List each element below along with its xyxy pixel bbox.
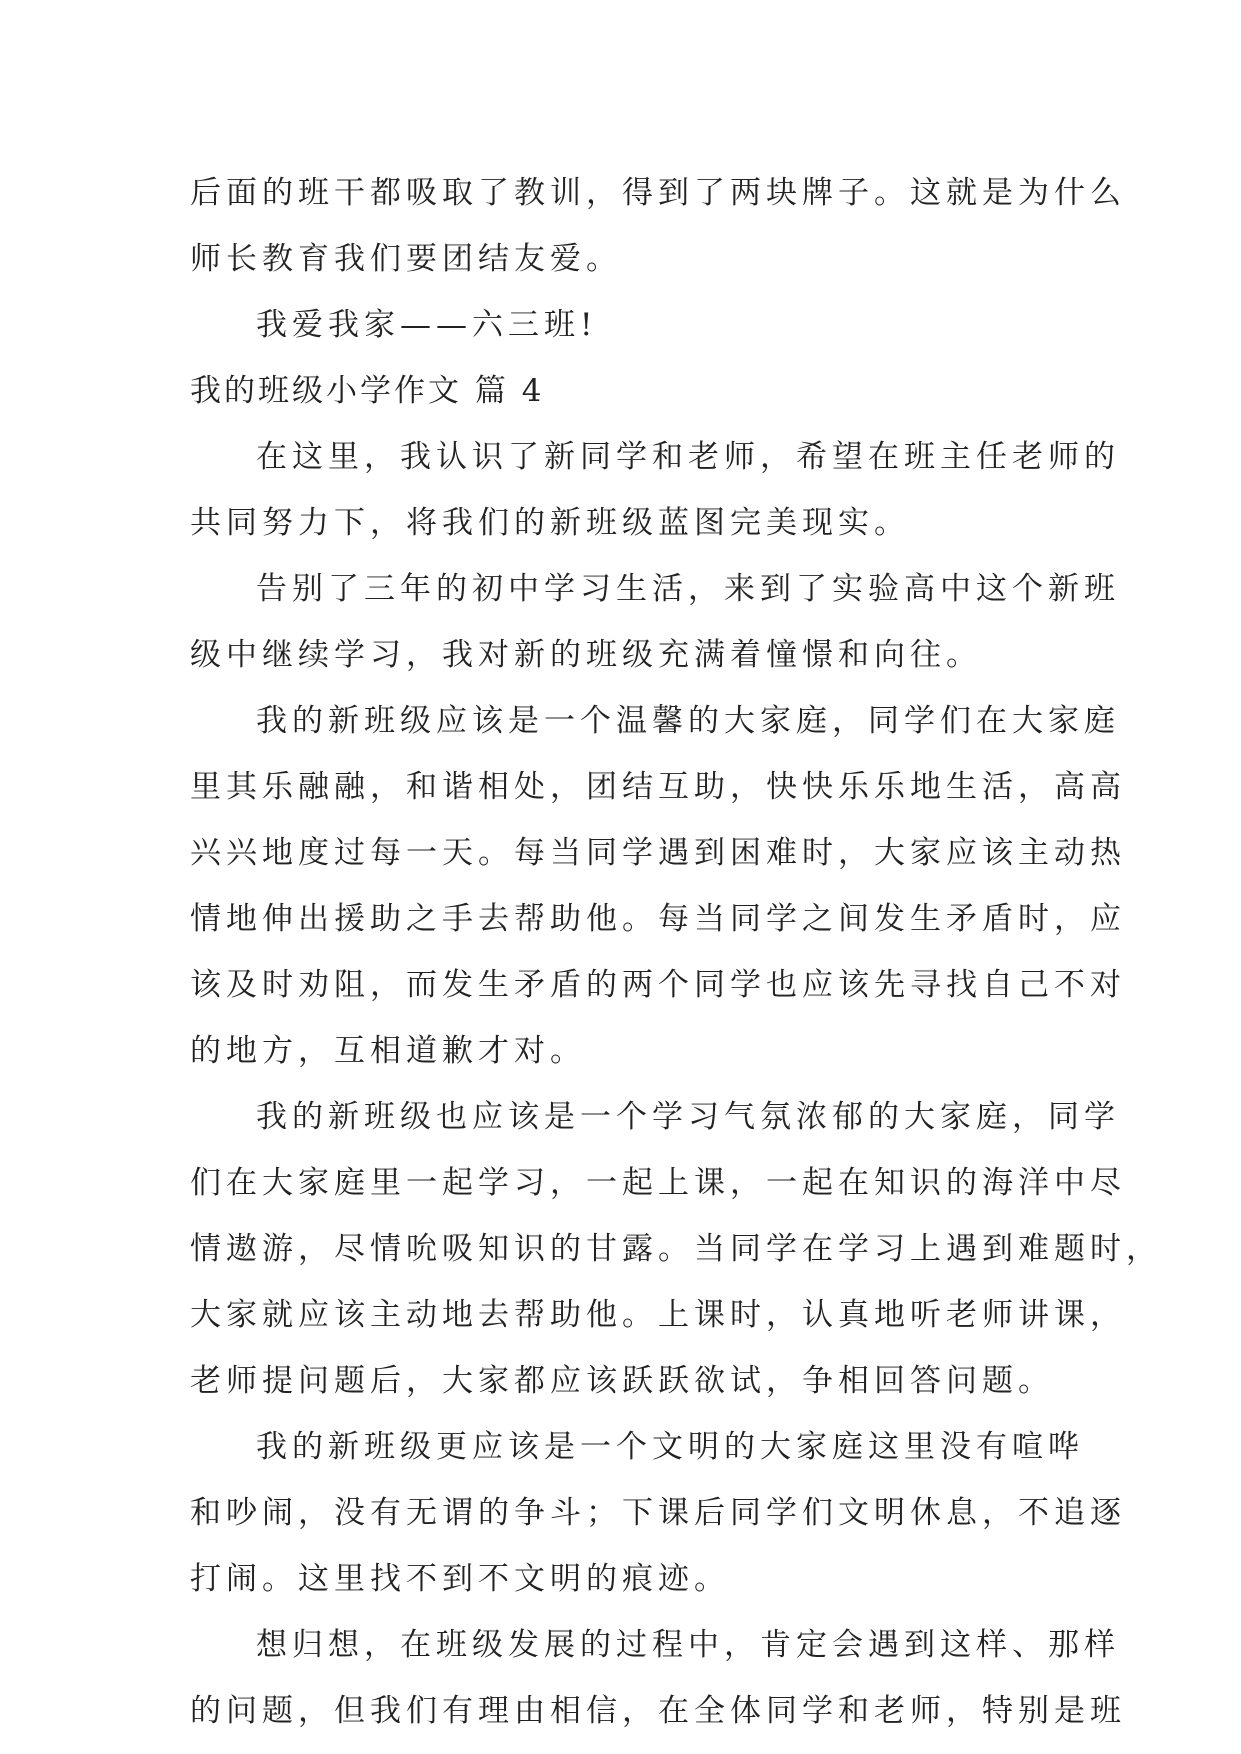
- text-line: 的地方，互相道歉才对。: [190, 1033, 586, 1069]
- text-line: 共同努力下，将我们的新班级蓝图完美现实。: [190, 505, 910, 541]
- text-line: 我的新班级应该是一个温馨的大家庭，同学们在大家庭: [256, 703, 1120, 739]
- text-line: 情遨游，尽情吮吸知识的甘露。当同学在学习上遇到难题时，: [190, 1231, 1162, 1267]
- text-line: 我的新班级也应该是一个学习气氛浓郁的大家庭，同学: [256, 1099, 1120, 1135]
- text-line: 老师提问题后，大家都应该跃跃欲试，争相回答问题。: [190, 1363, 1054, 1399]
- text-line: 告别了三年的初中学习生活，来到了实验高中这个新班: [256, 571, 1120, 607]
- section-heading: 我的班级小学作文 篇 4: [190, 373, 545, 409]
- text-line: 该及时劝阻，而发生矛盾的两个同学也应该先寻找自己不对: [190, 967, 1126, 1003]
- text-line: 级中继续学习，我对新的班级充满着憧憬和向往。: [190, 637, 982, 673]
- text-line: 在这里，我认识了新同学和老师，希望在班主任老师的: [256, 439, 1120, 475]
- text-line: 情地伸出援助之手去帮助他。每当同学之间发生矛盾时，应: [190, 901, 1126, 937]
- text-line: 想归想，在班级发展的过程中，肯定会遇到这样、那样: [256, 1627, 1120, 1663]
- text-line: 大家就应该主动地去帮助他。上课时，认真地听老师讲课，: [190, 1297, 1126, 1333]
- text-line: 里其乐融融，和谐相处，团结互助，快快乐乐地生活，高高: [190, 769, 1126, 805]
- text-line: 我的新班级更应该是一个文明的大家庭这里没有喧哗: [256, 1429, 1084, 1465]
- text-line: 打闹。这里找不到不文明的痕迹。: [190, 1561, 730, 1597]
- text-line: 我爱我家——六三班!: [256, 307, 598, 343]
- text-line: 师长教育我们要团结友爱。: [190, 241, 622, 277]
- text-line: 们在大家庭里一起学习，一起上课，一起在知识的海洋中尽: [190, 1165, 1126, 1201]
- text-line: 的问题，但我们有理由相信，在全体同学和老师，特别是班: [190, 1693, 1126, 1729]
- text-line: 和吵闹，没有无谓的争斗；下课后同学们文明休息，不追逐: [190, 1495, 1126, 1531]
- text-line: 兴兴地度过每一天。每当同学遇到困难时，大家应该主动热: [190, 835, 1126, 871]
- text-line: 后面的班干都吸取了教训，得到了两块牌子。这就是为什么: [190, 175, 1126, 211]
- document-body: [190, 160, 1162, 1744]
